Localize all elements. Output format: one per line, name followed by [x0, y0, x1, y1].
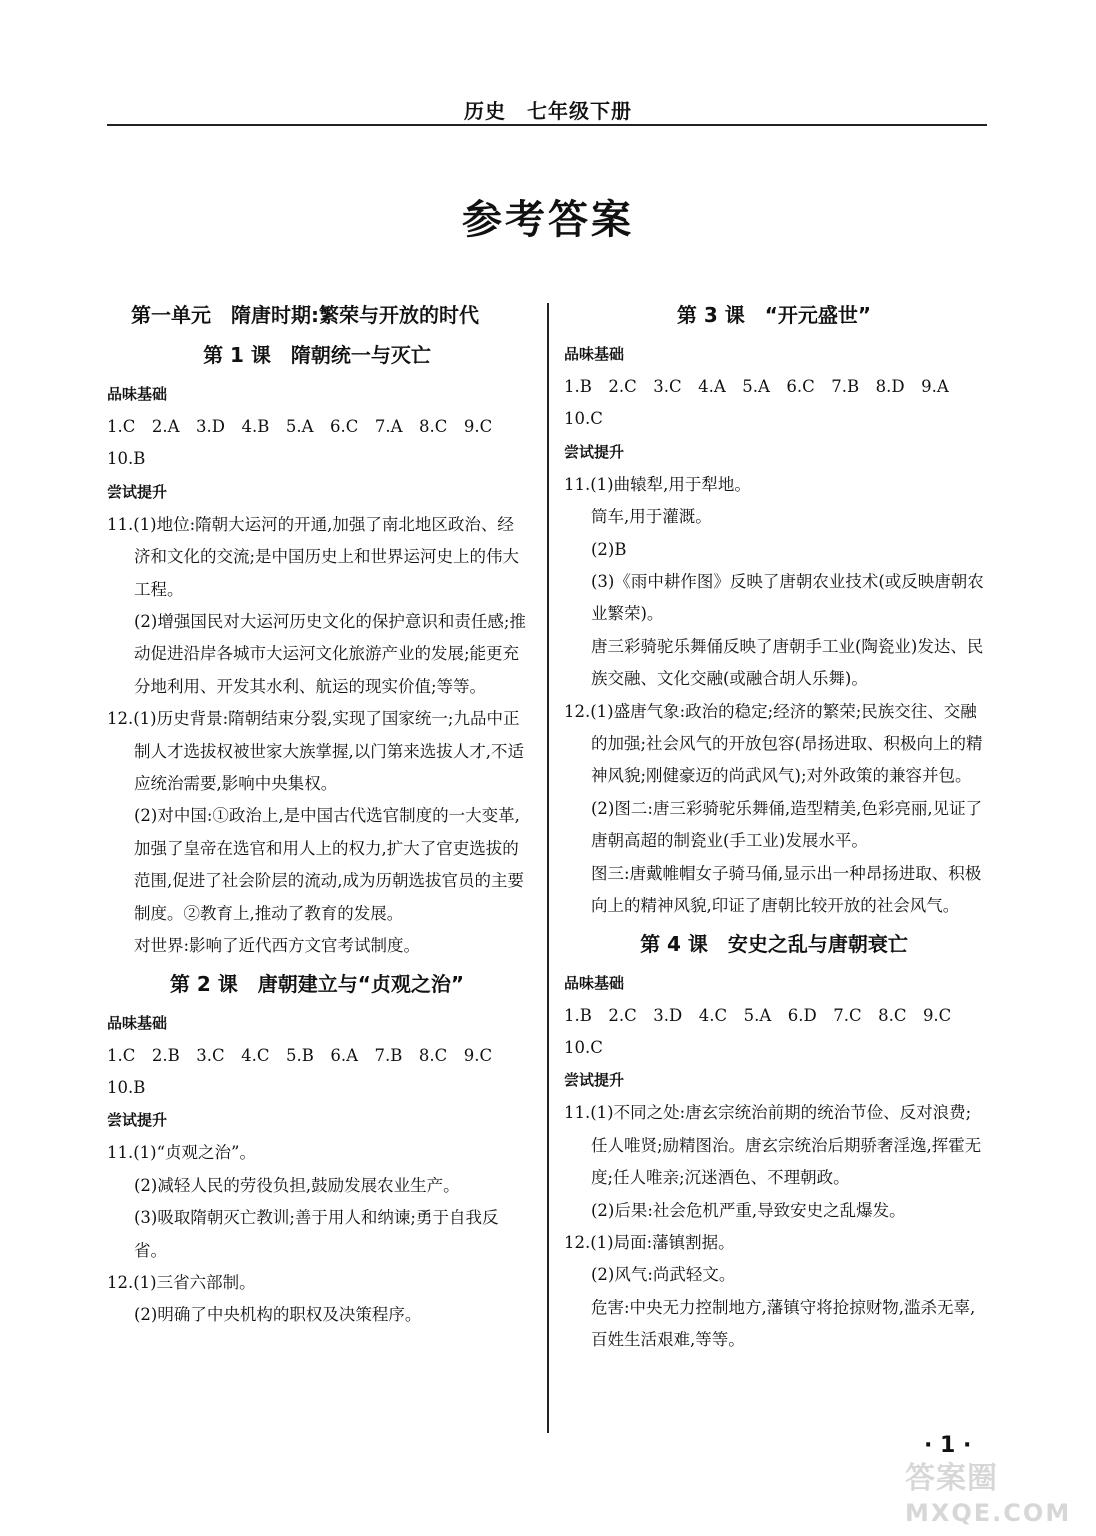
lesson-3-q11-2: (2)B [591, 539, 627, 559]
watermark [905, 1462, 1071, 1530]
page-number: · 1 · [924, 1433, 972, 1458]
lesson-4-q12-3: 危害:中央无力控制地方,藩镇守将抢掠财物,滥杀无辜,百姓生活艰难,等等。 [591, 1297, 976, 1350]
lesson-2-advanced-heading: 尝试提升 [107, 1111, 168, 1130]
lesson-4-q11-2: (2)后果:社会危机严重,导致安史之乱爆发。 [591, 1200, 906, 1220]
lesson-2-q12: 12.(1)三省六部制。 [107, 1272, 256, 1292]
lesson-3-q12-text: 12.(1)盛唐气象:政治的稳定;经济的繁荣;民族交往、交融的加强;社会风气的开放包容(昂扬进取、积极向上的精神风貌;刚健豪迈的尚武风气);对外政策的兼容并包。 [564, 701, 983, 786]
lesson-4-q12: 12.(1)局面:藩镇割据。 [564, 1232, 735, 1252]
left-column [107, 298, 527, 1332]
lesson-3-advanced-heading: 尝试提升 [564, 442, 625, 461]
lesson-2-answers-row-2: 10.B [107, 1077, 146, 1097]
lesson-3-q11-3: (3)《雨中耕作图》反映了唐朝农业技术(或反映唐朝农业繁荣)。 [591, 572, 984, 624]
header-rule [107, 124, 987, 126]
lesson-4-q11-text: 11.(1)不同之处:唐玄宗统治前期的统治节俭、反对浪费;任人唯贤;励精图治。唐玄宗统治后期骄奢淫逸,挥霍无度;任人唯亲;沉迷酒色、不理朝政。 [564, 1103, 982, 1188]
lesson-2-basic-heading: 品味基础 [107, 1013, 168, 1032]
lesson-1-q12 [107, 703, 527, 800]
lesson-3-q12 [564, 696, 984, 793]
lesson-3-q11: 11.(1)曲辕犁,用于犁地。 [564, 474, 751, 494]
lesson-3-q11-b: 筒车,用于灌溉。 [591, 507, 712, 527]
lesson-2-q11: 11.(1)“贞观之治”。 [107, 1143, 256, 1163]
lesson-3-answers-row-2: 10.C [564, 409, 603, 429]
lesson-2-q12-2: (2)明确了中央机构的职权及决策程序。 [134, 1305, 422, 1325]
lesson-2-q11-2: (2)减轻人民的劳役负担,鼓励发展农业生产。 [134, 1175, 460, 1195]
watermark-text: 答案圈 [905, 1461, 998, 1496]
lesson-4-advanced-heading: 尝试提升 [564, 1071, 625, 1090]
lesson-1-q12-2: (2)对中国:①政治上,是中国古代选官制度的一大变革,加强了皇帝在选官和用人上的权力,扩大了官吏选拔的范围,促进了社会阶层的流动,成为历朝选拔官员的主要制度。②教育上,推动了教育的发展。 [134, 806, 524, 923]
lesson-4-answers-row-1: 1.B 2.C 3.D 4.C 5.A 6.D 7.C 8.C 9.C [564, 1005, 952, 1025]
lesson-4-q12-2: (2)风气:尚武轻文。 [591, 1265, 736, 1285]
lesson-1-q12-text: 12.(1)历史背景:隋朝结束分裂,实现了国家统一;九品中正制人才选拔权被世家大族掌握,以门第来选拔人才,不适应统治需要,影响中央集权。 [107, 709, 524, 794]
lesson-1-q11-text: 11.(1)地位:隋朝大运河的开通,加强了南北地区政治、经济和文化的交流;是中国历史上和世界运河史上的伟大工程。 [107, 514, 520, 599]
right-column [564, 298, 984, 1357]
lesson-1-q12-3: 对世界:影响了近代西方文官考试制度。 [134, 936, 421, 956]
lesson-1-basic-heading: 品味基础 [107, 385, 168, 403]
column-divider [547, 303, 549, 1433]
lesson-4-title: 第 4 课 安史之乱与唐朝衰亡 [640, 931, 908, 956]
lesson-1-title: 第 1 课 隋朝统一与灭亡 [203, 343, 431, 367]
lesson-2-answers-row-1: 1.C 2.B 3.C 4.C 5.B 6.A 7.B 8.C 9.C [107, 1045, 493, 1065]
lesson-4-q11 [564, 1097, 984, 1194]
lesson-3-answers-row-1: 1.B 2.C 3.C 4.A 5.A 6.C 7.B 8.D 9.A [564, 377, 949, 396]
page-title: 参考答案 [462, 197, 634, 243]
lesson-3-title: 第 3 课 “开元盛世” [676, 303, 872, 327]
lesson-1-q11 [107, 509, 527, 606]
header-title: 历史 七年级下册 [464, 99, 632, 123]
lesson-1-advanced-heading: 尝试提升 [107, 482, 168, 501]
lesson-3-q12-3: 图三:唐戴帷帽女子骑马俑,显示出一种昂扬进取、积极向上的精神风貌,印证了唐朝比较开放的社会风气。 [591, 863, 982, 916]
lesson-1-answers-row-2: 10.B [107, 449, 146, 469]
unit-title: 第一单元 隋唐时期:繁荣与开放的时代 [131, 303, 479, 327]
watermark-sub: MXQE.COM [905, 1499, 1072, 1527]
lesson-1-q11-2: (2)增强国民对大运河历史文化的保护意识和责任感;推动促进沿岸各城市大运河文化旅游产业的发展;能更充分地利用、开发其水利、航运的现实价值;等等。 [134, 612, 526, 696]
lesson-1-answers-row-1: 1.C 2.A 3.D 4.B 5.A 6.C 7.A 8.C 9.C [107, 417, 493, 436]
lesson-4-basic-heading: 品味基础 [564, 973, 625, 992]
lesson-3-q12-2: (2)图二:唐三彩骑驼乐舞俑,造型精美,色彩亮丽,见证了唐朝高超的制瓷业(手工业)发展水平。 [591, 798, 983, 851]
lesson-2-title: 第 2 课 唐朝建立与“贞观之治” [169, 971, 465, 996]
lesson-2-q11-3: (3)吸取隋朝灭亡教训;善于用人和纳谏;勇于自我反省。 [134, 1208, 499, 1260]
lesson-4-answers-row-2: 10.C [564, 1037, 603, 1057]
lesson-3-basic-heading: 品味基础 [564, 345, 625, 363]
lesson-3-q11-4: 唐三彩骑驼乐舞俑反映了唐朝手工业(陶瓷业)发达、民族交融、文化交融(或融合胡人乐舞)。 [591, 636, 984, 689]
